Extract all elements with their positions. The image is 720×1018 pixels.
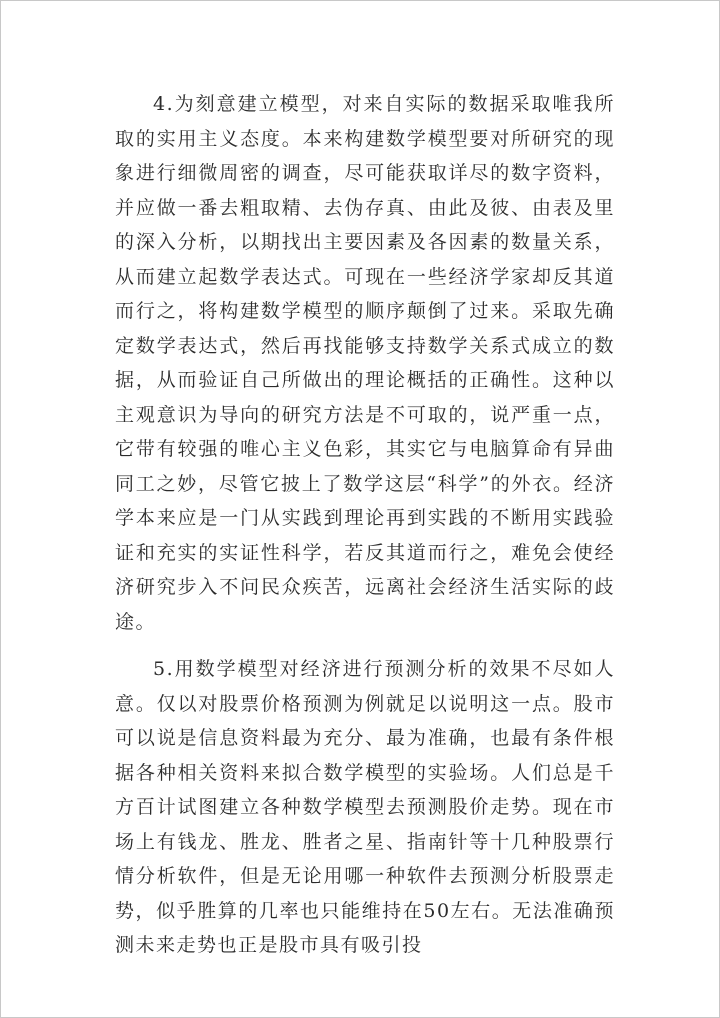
document-body (115, 87, 615, 963)
paragraph-5: 5.用数学模型对经济进行预测分析的效果不尽如人意。仅以对股票价格预测为例就足以说明这一点。股市可以说是信息资料最为充分、最为准确，也最有条件根据各种相关资料来拟合数学模型的实验场。人们总是千方百计试图建立各种数学模型去预测股价走势。现在市场上有钱龙、胜龙、胜者之星、指南针等十几种股票行情分析软件，但是无论用哪一种软件去预测分析股票走势，似乎胜算的几率也只能维持在50左右。无法准确预测未来走势也正是股市具有吸引投 (115, 658, 615, 956)
paragraph-4: 4.为刻意建立模型，对来自实际的数据采取唯我所取的实用主义态度。本来构建数学模型要对所研究的现象进行细微周密的调查，尽可能获取详尽的数字资料，并应做一番去粗取精、去伪存真、由此及彼、由表及里的深入分析，以期找出主要因素及各因素的数量关系，从而建立起数学表达式。可现在一些经济学家却反其道而行之，将构建数学模型的顺序颠倒了过来。采取先确定数学表达式，然后再找能够支持数学关系式成立的数据，从而验证自己所做出的理论概括的正确性。这种以主观意识为导向的研究方法是不可取的，说严重一点，它带有较强的唯心主义色彩，其实它与电脑算命有异曲同工之妙，尽管它披上了数学这层“科学”的外衣。经济学本来应是一门从实践到理论再到实践的不断用实践验证和充实的实证性科学，若反其道而行之，难免会使经济研究步入不问民众疾苦，远离社会经济生活实际的歧途。 (115, 93, 615, 633)
